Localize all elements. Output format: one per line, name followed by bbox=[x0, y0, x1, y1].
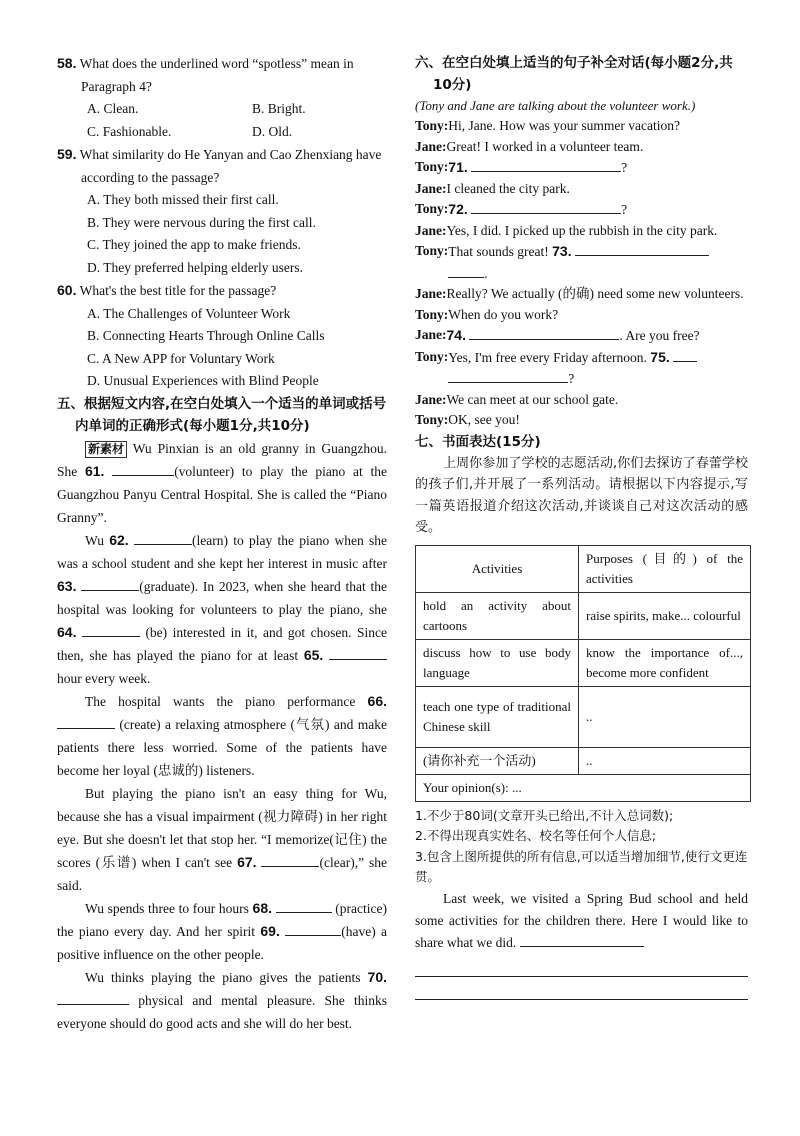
question-number: 58. bbox=[57, 55, 77, 71]
option[interactable]: B. They were nervous during the first call. bbox=[87, 214, 316, 230]
dialogue-text bbox=[448, 199, 748, 221]
question-text: What similarity do He Yanyan and Cao Zhenxiang have according to the passage? bbox=[79, 147, 382, 185]
blank-number: 75. bbox=[650, 348, 670, 365]
answer-blank-73[interactable] bbox=[575, 241, 709, 256]
dialogue-end: ? bbox=[621, 160, 628, 175]
dialogue-end: ? bbox=[621, 202, 628, 217]
right-column bbox=[415, 52, 748, 1000]
options-row bbox=[57, 98, 387, 121]
dialogue-text: We can meet at our school gate. bbox=[446, 391, 619, 407]
option[interactable]: A. Clean. bbox=[87, 101, 139, 116]
blank-number: 73. bbox=[552, 243, 572, 259]
dialogue-line bbox=[415, 284, 748, 305]
speaker: Jane: bbox=[415, 327, 447, 342]
passage-text: hour every week. bbox=[57, 670, 151, 686]
blank-number: 70. bbox=[367, 968, 387, 985]
answer-blank-72[interactable] bbox=[471, 199, 621, 214]
passage-text: The hospital wants the piano performance bbox=[85, 693, 356, 709]
option[interactable]: A. They both missed their first call. bbox=[87, 192, 279, 207]
dialogue-text bbox=[448, 241, 748, 284]
passage-text: (clear),” she said. bbox=[57, 854, 388, 893]
passage-text: Wu thinks playing the piano gives the patients bbox=[85, 969, 361, 985]
option[interactable]: C. They joined the app to make friends. bbox=[87, 237, 301, 252]
dialogue-end: ? bbox=[568, 371, 575, 386]
option[interactable]: A. The Challenges of Volunteer Work bbox=[87, 305, 291, 321]
passage-text: (be) interested in it, and got chosen. Since then, she has played the piano for at least bbox=[57, 624, 388, 663]
table-row bbox=[416, 774, 751, 801]
blank-number: 61. bbox=[84, 462, 105, 479]
dialogue-text-part: That sounds great! bbox=[448, 244, 549, 259]
dialogue-text: I cleaned the city park. bbox=[446, 180, 570, 196]
answer-blank-68[interactable] bbox=[276, 898, 332, 913]
passage-paragraph bbox=[57, 897, 387, 966]
essay-line[interactable] bbox=[415, 977, 748, 1000]
speaker: Jane: bbox=[415, 286, 447, 301]
requirement: 2.不得出现真实姓名、校名等任何个人信息; bbox=[415, 828, 657, 843]
question-59 bbox=[57, 143, 387, 189]
speaker: Jane: bbox=[415, 138, 447, 154]
answer-blank-75-cont[interactable] bbox=[448, 368, 568, 383]
dialogue-text: When do you work? bbox=[448, 306, 559, 322]
table-cell: know the importance of..., become more confident bbox=[579, 639, 751, 686]
speaker: Tony: bbox=[415, 348, 449, 364]
dialogue-line bbox=[415, 347, 748, 390]
table-row bbox=[416, 686, 751, 747]
table-row bbox=[416, 639, 751, 686]
passage-text: (create) a relaxing atmosphere (气氛) and make patients there less worried. Some of the patients have become her loyal (忠诚的) listeners. bbox=[57, 716, 387, 778]
blank-number: 63. bbox=[57, 577, 77, 594]
speaker: Tony: bbox=[415, 412, 449, 427]
section-5-title: 五、根据短文内容,在空白处填入一个适当的单词或括号内单词的正确形式(每小题1分,共10分) bbox=[57, 395, 387, 434]
dialogue-line bbox=[415, 137, 748, 158]
passage-text: Wu spends three to four hours bbox=[85, 900, 249, 916]
blank-number: 71. bbox=[448, 159, 468, 175]
speaker: Tony: bbox=[415, 201, 449, 216]
dialogue-line bbox=[415, 325, 748, 347]
blank-number: 69. bbox=[260, 922, 280, 939]
dialogue-line bbox=[415, 157, 748, 179]
requirement: 3.包含上图所提供的所有信息,可以适当增加细节,使行文更连贯。 bbox=[415, 848, 748, 884]
section-6-title: 六、在空白处填上适当的句子补全对话(每小题2分,共10分) bbox=[415, 55, 733, 93]
dialogue-line bbox=[415, 221, 748, 242]
answer-blank-61[interactable] bbox=[112, 461, 174, 476]
table-header: Activities bbox=[416, 545, 579, 592]
dialogue-end: . bbox=[484, 265, 488, 281]
passage-text: (graduate). In 2023, when she heard that the hospital was looking for volunteers to play the piano, she bbox=[57, 578, 387, 617]
essay-opening bbox=[415, 888, 748, 954]
passage-paragraph bbox=[57, 437, 387, 529]
option[interactable]: B. Connecting Hearts Through Online Calls bbox=[87, 328, 325, 343]
left-column bbox=[57, 52, 387, 1035]
table-row bbox=[416, 545, 751, 592]
requirement: 1.不少于80词(文章开头已给出,不计入总词数); bbox=[415, 807, 674, 823]
passage-text: (have) a positive influence on the other people. bbox=[57, 923, 388, 962]
table-cell: discuss how to use body language bbox=[416, 639, 579, 686]
passage-text: Wu Pinxian is an old granny in Guangzhou. She bbox=[57, 440, 387, 479]
dialogue-line bbox=[415, 390, 748, 411]
option[interactable]: D. Unusual Experiences with Blind People bbox=[87, 373, 319, 388]
answer-blank-69[interactable] bbox=[285, 921, 341, 936]
dialogue-text: OK, see you! bbox=[448, 412, 520, 427]
question-text: What's the best title for the passage? bbox=[79, 283, 277, 298]
answer-blank-71[interactable] bbox=[471, 157, 621, 172]
option[interactable]: D. Old. bbox=[252, 123, 293, 139]
blank-number: 74. bbox=[446, 327, 466, 343]
dialogue-line bbox=[415, 241, 748, 284]
passage-paragraph bbox=[57, 966, 387, 1035]
dialogue-text bbox=[448, 157, 748, 179]
dialogue-text: Hi, Jane. How was your summer vacation? bbox=[448, 118, 680, 133]
essay-line[interactable] bbox=[415, 954, 748, 977]
answer-blank-63[interactable] bbox=[81, 576, 139, 591]
answer-blank-64[interactable] bbox=[82, 622, 140, 637]
option[interactable]: D. They preferred helping elderly users. bbox=[87, 259, 304, 275]
dialogue-text: Really? We actually (的确) need some new volunteers. bbox=[446, 286, 744, 301]
question-58 bbox=[57, 52, 387, 98]
dialogue-text-part: Yes, I'm free every Friday afternoon. bbox=[448, 349, 647, 365]
blank-number: 67. bbox=[237, 853, 257, 870]
table-cell: .. bbox=[579, 747, 751, 774]
dialogue-line bbox=[415, 116, 748, 137]
speaker: Jane: bbox=[415, 391, 447, 407]
passage-text: (practice) the piano every day. And her spirit bbox=[57, 900, 387, 939]
answer-blank-65[interactable] bbox=[329, 645, 387, 660]
table-row bbox=[416, 592, 751, 639]
table-row bbox=[416, 747, 751, 774]
option[interactable]: C. Fashionable. bbox=[87, 123, 172, 139]
speaker: Tony: bbox=[415, 306, 449, 322]
passage-text: physical and mental pleasure. She thinks everyone should do good acts and she will do her best. bbox=[57, 992, 388, 1031]
table-cell: (请你补充一个活动) bbox=[416, 747, 579, 774]
dialogue-text: Great! I worked in a volunteer team. bbox=[446, 138, 644, 154]
activity-table bbox=[415, 545, 751, 802]
passage-paragraph bbox=[57, 529, 387, 690]
dialogue-line bbox=[415, 305, 748, 326]
blank-number: 64. bbox=[57, 623, 77, 640]
answer-blank-73-cont[interactable] bbox=[448, 263, 484, 278]
answer-blank-70[interactable] bbox=[57, 990, 129, 1005]
dialogue-line bbox=[415, 199, 748, 221]
dialogue-text bbox=[447, 325, 749, 347]
question-60 bbox=[57, 279, 387, 303]
options-row bbox=[57, 121, 387, 144]
dialogue-context: (Tony and Jane are talking about the volunteer work.) bbox=[415, 98, 696, 113]
dialogue-text: Yes, I did. I picked up the rubbish in the city park. bbox=[446, 222, 718, 238]
speaker: Jane: bbox=[415, 222, 447, 238]
table-cell: raise spirits, make... colourful bbox=[579, 592, 751, 639]
speaker: Tony: bbox=[415, 159, 449, 174]
essay-opening-text: Last week, we visited a Spring Bud school and held some activities for the children there. Here I would like to share what we did. bbox=[415, 890, 748, 950]
answer-blank-66[interactable] bbox=[57, 714, 115, 729]
speaker: Jane: bbox=[415, 180, 447, 196]
blank-number: 66. bbox=[367, 692, 387, 709]
table-cell: .. bbox=[579, 686, 751, 747]
table-cell: teach one type of traditional Chinese skill bbox=[416, 686, 579, 747]
passage-text: (learn) to play the piano when she was a school student and she kept her interest in music after bbox=[57, 532, 388, 571]
dialogue-line bbox=[415, 410, 748, 431]
essay-line[interactable] bbox=[520, 932, 644, 947]
answer-blank-62[interactable] bbox=[134, 530, 192, 545]
speaker: Tony: bbox=[415, 118, 449, 133]
question-text: What does the underlined word “spotless” mean in Paragraph 4? bbox=[79, 56, 354, 94]
passage-paragraph bbox=[57, 782, 387, 897]
passage-text: (volunteer) to play the piano at the Guangzhou Panyu Central Hospital. She is called the “Piano Granny”. bbox=[57, 463, 388, 525]
blank-number: 72. bbox=[448, 201, 468, 217]
dialogue-end: . Are you free? bbox=[619, 328, 700, 343]
answer-blank-75[interactable] bbox=[673, 347, 697, 362]
dialogue-text bbox=[448, 347, 748, 390]
dialogue-line bbox=[415, 179, 748, 200]
answer-blank-67[interactable] bbox=[261, 852, 319, 867]
blank-number: 68. bbox=[252, 899, 272, 916]
option[interactable]: B. Bright. bbox=[252, 101, 306, 116]
writing-prompt: 上周你参加了学校的志愿活动,你们去探访了春蕾学校的孩子们,并开展了一系列活动。请根据以下内容提示,写一篇英语报道介绍这次活动,并谈谈自己对这次活动的感受。 bbox=[415, 455, 748, 535]
section-7-title: 七、书面表达(15分) bbox=[415, 433, 541, 450]
question-number: 60. bbox=[57, 282, 77, 298]
option[interactable]: C. A New APP for Voluntary Work bbox=[87, 350, 275, 366]
question-number: 59. bbox=[57, 146, 77, 162]
table-header: Purposes (目的) of the activities bbox=[579, 545, 751, 592]
passage-text: Wu bbox=[85, 532, 104, 548]
new-material-tag: 新素材 bbox=[85, 441, 127, 458]
blank-number: 65. bbox=[303, 646, 324, 663]
passage-paragraph bbox=[57, 690, 387, 782]
answer-blank-74[interactable] bbox=[469, 325, 619, 340]
table-cell: hold an activity about cartoons bbox=[416, 592, 579, 639]
passage-text: But playing the piano isn't an easy thing for Wu, because she has a visual impairment (视力障碍) in her right eye. But she doesn't let that stop her. “I memorize(记住) the scores (乐谱) when I can't see bbox=[57, 785, 387, 870]
speaker: Tony: bbox=[415, 243, 449, 258]
table-cell: Your opinion(s): ... bbox=[416, 774, 751, 801]
blank-number: 62. bbox=[109, 531, 129, 548]
